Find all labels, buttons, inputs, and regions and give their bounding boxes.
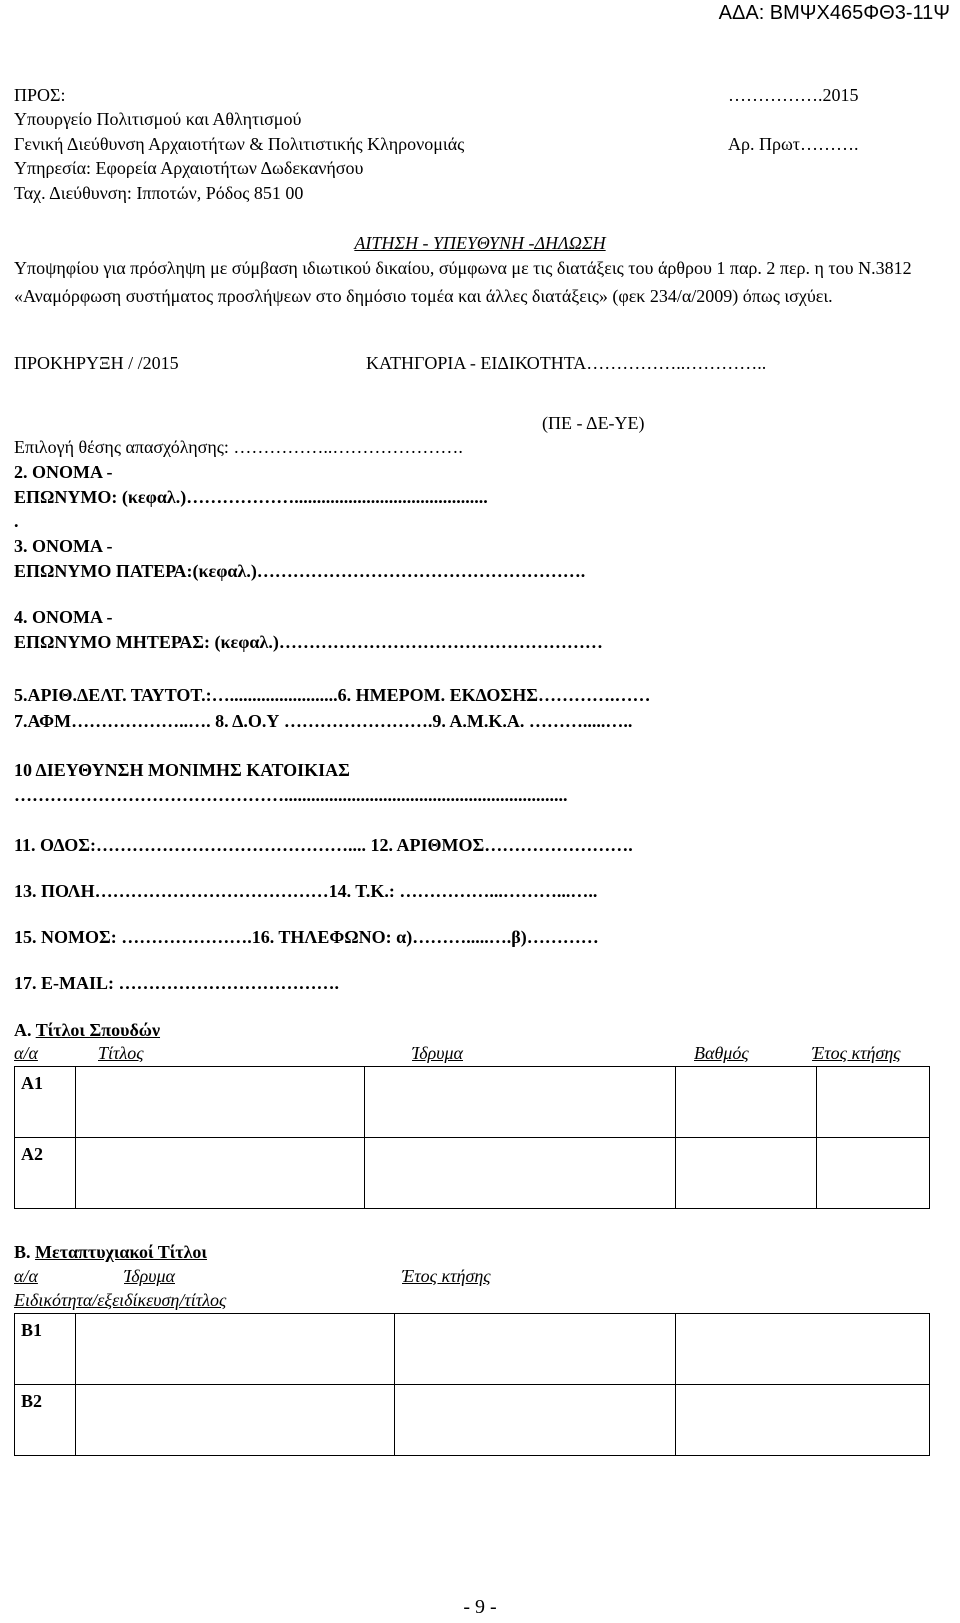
table-row xyxy=(15,1385,930,1456)
field-email: 17. E-MAIL: ………………………………. xyxy=(14,973,339,993)
field-mother-label: 4. ΟΝΟΜΑ - xyxy=(14,607,113,627)
cell-a2-title[interactable] xyxy=(76,1138,365,1209)
section-a-table xyxy=(14,1066,930,1209)
section-b-table xyxy=(14,1313,930,1456)
cell-a2-year[interactable] xyxy=(817,1138,930,1209)
recipient-ministry: Υπουργείο Πολιτισμού και Αθλητισμού xyxy=(14,109,302,129)
protocol-number-field: Αρ. Πρωτ………. xyxy=(728,134,859,154)
cell-a1-grade[interactable] xyxy=(676,1067,817,1138)
cell-a1-title[interactable] xyxy=(76,1067,365,1138)
field-id-and-issue-date: 5.ΑΡΙΘ.ΔΕΛΤ. ΤΑΥΤΟΤ.:…........................6. ΗΜΕΡΟΜ. ΕΚΔΟΣΗΣ………….…… xyxy=(14,685,651,705)
cell-a1-institution[interactable] xyxy=(365,1067,676,1138)
field-name-label: 2. ΟΝΟΜΑ - xyxy=(14,462,113,482)
category-types: (ΠΕ - ΔΕ-ΥΕ) xyxy=(542,413,645,433)
field-father-name: ΕΠΩΝΥΜΟ ΠΑΤΕΡΑ:(κεφαλ.)………………………………………………. xyxy=(14,561,586,581)
row-label-a1: Α1 xyxy=(15,1067,76,1138)
field-tax-ids: 7.ΑΦΜ………………..…. 8. Δ.Ο.Υ …………………….9. Α.Μ.Κ.Α. ……….....….. xyxy=(14,711,633,731)
date-field: …………….2015 xyxy=(728,85,859,105)
section-a-title: Τίτλοι Σπουδών xyxy=(35,1020,161,1040)
section-a-header-institution: Ίδρυμα xyxy=(412,1043,463,1063)
field-mother-name: ΕΠΩΝΥΜΟ ΜΗΤΕΡΑΣ: (κεφαλ.)……………………………………………… xyxy=(14,632,603,652)
section-a-heading xyxy=(14,1019,160,1041)
section-b-prefix: Β. xyxy=(14,1242,31,1262)
section-b-header-institution: Ίδρυμα xyxy=(124,1266,175,1286)
document-reference-id: ΑΔΑ: ΒΜΨΧ465ΦΘ3-11Ψ xyxy=(718,2,950,24)
field-street-and-number: 11. ΟΔΟΣ:…………………………………….... 12. ΑΡΙΘΜΟΣ……………………. xyxy=(14,835,633,855)
cell-b1-year[interactable] xyxy=(395,1314,676,1385)
section-a-prefix: Α. xyxy=(14,1020,32,1040)
section-b-header-year: Έτος κτήσης xyxy=(402,1266,491,1286)
field-father-label: 3. ΟΝΟΜΑ - xyxy=(14,536,113,556)
section-a-header-title: Τίτλος xyxy=(98,1043,144,1063)
table-row xyxy=(15,1138,930,1209)
category-label: ΚΑΤΗΓΟΡΙΑ - ΕΙΔΙΚΟΤΗΤΑ……………..………….. xyxy=(366,353,767,373)
cell-b2-specialty[interactable] xyxy=(676,1385,930,1456)
section-b-header-specialty: Ειδικότητα/εξειδίκευση/τίτλος xyxy=(14,1290,227,1310)
table-row xyxy=(15,1314,930,1385)
section-a-header-aa: α/α xyxy=(14,1043,38,1063)
recipient-service: Υπηρεσία: Εφορεία Αρχαιοτήτων Δωδεκανήσου xyxy=(14,158,364,178)
row-label-b2: Β2 xyxy=(15,1385,76,1456)
intro-paragraph: Υποψηφίου για πρόσληψη με σύμβαση ιδιωτικού δικαίου, σύμφωνα με τις διατάξεις του άρθρου 1 παρ. 2 περ. η του Ν.3812 «Αναμόρφωση συστήματος προσλήψεων στο δημόσιο τομέα και άλλες διατάξεις» (φεκ 234/α/2009) όπως ισχύει. xyxy=(14,258,912,306)
row-label-a2: Α2 xyxy=(15,1138,76,1209)
section-b-title: Μεταπτυχιακοί Τίτλοι xyxy=(35,1242,208,1262)
section-b-header-aa: α/α xyxy=(14,1266,38,1286)
section-b-heading xyxy=(14,1241,207,1263)
field-prefecture-and-phone: 15. ΝΟΜΟΣ: ………………….16. ΤΗΛΕΦΩΝΟ: α)……….....….β)………… xyxy=(14,927,599,947)
cell-a2-institution[interactable] xyxy=(365,1138,676,1209)
cell-a2-grade[interactable] xyxy=(676,1138,817,1209)
cell-b2-year[interactable] xyxy=(395,1385,676,1456)
section-a-header-year: Έτος κτήσης xyxy=(812,1043,901,1063)
document-title: ΑΙΤΗΣΗ - ΥΠΕΥΘΥΝΗ -ΔΗΛΩΣΗ xyxy=(354,233,606,253)
field-city-and-postcode: 13. ΠΟΛΗ…………………………………14. Τ.Κ.: ……………...………...….. xyxy=(14,881,598,901)
field-permanent-address-line: ………………………………………............................................................... xyxy=(14,785,568,805)
field-name-surname: ΕΠΩΝΥΜΟ: (κεφαλ.)………………........................................... xyxy=(14,487,488,507)
field-permanent-address-label: 10 ΔΙΕΥΘΥΝΣΗ ΜΟΝΙΜΗΣ ΚΑΤΟΙΚΙΑΣ xyxy=(14,760,350,780)
recipient-directorate: Γενική Διεύθυνση Αρχαιοτήτων & Πολιτιστικής Κληρονομιάς xyxy=(14,134,465,154)
row-label-b1: Β1 xyxy=(15,1314,76,1385)
section-a-header-grade: Βαθμός xyxy=(694,1043,749,1063)
cell-b1-specialty[interactable] xyxy=(676,1314,930,1385)
recipient-address: Ταχ. Διεύθυνση: Ιπποτών, Ρόδος 851 00 xyxy=(14,183,304,203)
page-number: - 9 - xyxy=(463,1596,497,1618)
field-name-continuation: . xyxy=(14,511,19,531)
announcement-label: ΠΡΟΚΗΡΥΞΗ / /2015 xyxy=(14,353,179,373)
cell-a1-year[interactable] xyxy=(817,1067,930,1138)
table-row xyxy=(15,1067,930,1138)
cell-b1-institution[interactable] xyxy=(76,1314,395,1385)
cell-b2-institution[interactable] xyxy=(76,1385,395,1456)
to-label: ΠΡΟΣ: xyxy=(14,85,66,105)
position-choice-field: Επιλογή θέσης απασχόλησης: ……………..…………………. xyxy=(14,437,463,457)
